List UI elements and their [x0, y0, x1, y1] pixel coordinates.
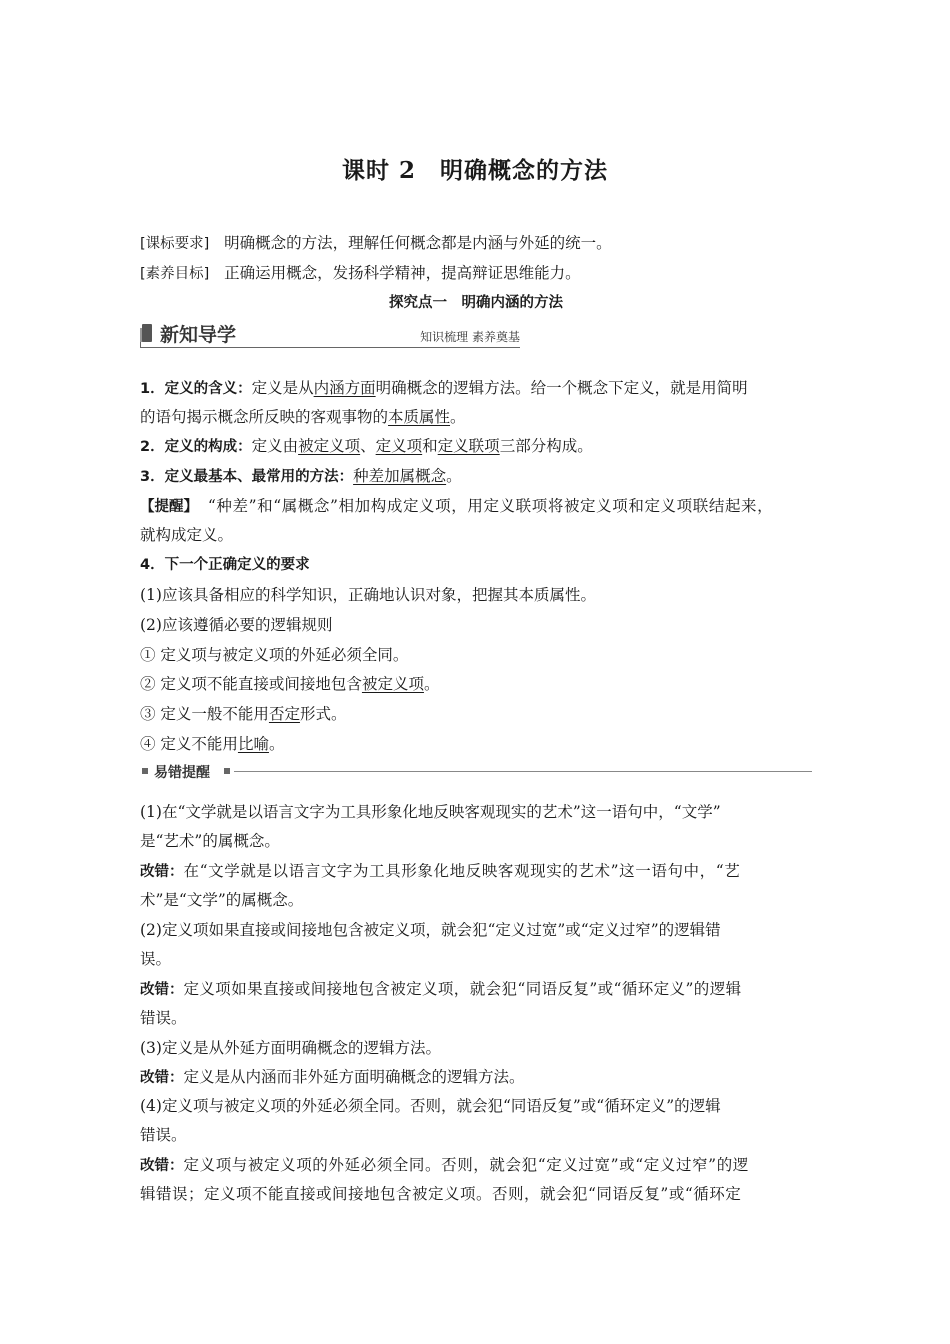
item-2-line — [140, 436, 812, 457]
error-4-line-1: (4)定义项与被定义项的外延必须全同。否则，就会犯“同语反复”或“循环定义”的逻辑 — [140, 1097, 721, 1115]
error-tips-heading: 易错提醒 — [154, 765, 210, 781]
fix-1-text: 在“文学就是以语言文字为工具形象化地反映客观现实的艺术”这一语句中，“艺 — [183, 862, 741, 880]
error-2-line-1: (2)定义项如果直接或间接地包含被定义项，就会犯“定义过宽”或“定义过窄”的逻辑错 — [140, 921, 721, 939]
fix-3-line — [140, 1067, 812, 1088]
section-header — [140, 320, 520, 348]
goal-text: 正确运用概念，发扬科学精神，提高辩证思维能力。 — [224, 264, 581, 282]
error-4-line-2: 错误。 — [140, 1126, 187, 1144]
item-2-label: 2．定义的构成： — [140, 439, 252, 455]
requirement-label: [课标要求] — [140, 236, 210, 252]
clause-4-end: 。 — [268, 735, 285, 753]
square-bullet-icon — [224, 768, 230, 774]
reminder-text-1: “种差”和“属概念”相加构成定义项，用定义联项将被定义项和定义项联结起来， — [207, 497, 774, 515]
item-2-blank-2: 定义项 — [375, 437, 423, 455]
item-3-end: 。 — [446, 467, 462, 485]
item-3-label: 3．定义最基本、最常用的方法： — [140, 469, 354, 485]
reminder-line-1 — [140, 496, 812, 517]
clause-4-blank: 比喻 — [237, 735, 269, 753]
requirement-line-1 — [140, 233, 812, 254]
explore-title: 探究点一 明确内涵的方法 — [389, 295, 563, 311]
fix-4-text: 定义项与被定义项的外延必须全同。否则，就会犯“定义过宽”或“定义过窄”的逻 — [183, 1156, 749, 1174]
section-heading: 新知导学 — [160, 324, 237, 346]
error-1-line-2: 是“艺术”的属概念。 — [140, 832, 280, 850]
fix-4-line-1 — [140, 1155, 812, 1176]
error-2-line-2: 误。 — [140, 950, 172, 968]
item-1-blank-2: 本质属性 — [388, 408, 451, 426]
section-block-icon — [142, 324, 152, 342]
item-2-and: 和 — [422, 437, 438, 455]
item-1-text-c: 的语句揭示概念所反映的客观事物的 — [140, 408, 389, 426]
rule-1: (1)应该具备相应的科学知识，正确地认识对象，把握其本质属性。 — [140, 586, 596, 604]
reminder-label: 【提醒】 — [140, 499, 198, 515]
fix-1-line-1 — [140, 861, 812, 882]
clause-2-end: 。 — [423, 675, 440, 693]
requirement-line-2 — [140, 263, 812, 284]
item-3-blank: 种差加属概念 — [353, 467, 447, 485]
clause-3 — [140, 704, 812, 724]
item-3-line — [140, 466, 812, 487]
fix-1-line-2: 术”是“文学”的属概念。 — [140, 891, 304, 909]
item-2-text-a: 定义由 — [251, 437, 299, 455]
clause-3-blank: 否定 — [268, 705, 300, 723]
fix-label: 改错： — [140, 1158, 184, 1174]
item-1-line-2 — [140, 407, 812, 427]
error-1-line-1: (1)在“文学就是以语言文字为工具形象化地反映客观现实的艺术”这一语句中，“文学” — [140, 803, 721, 821]
fix-label: 改错： — [140, 1070, 184, 1086]
item-2-sep: 、 — [360, 437, 376, 455]
item-1-text-a: 定义是从 — [251, 379, 314, 397]
rule-2: (2)应该遵循必要的逻辑规则 — [140, 616, 333, 634]
error-tips-rule — [234, 771, 812, 772]
reminder-line-2: 就构成定义。 — [140, 526, 234, 544]
requirement-text: 明确概念的方法，理解任何概念都是内涵与外延的统一。 — [224, 234, 612, 252]
fix-label: 改错： — [140, 982, 184, 998]
fix-label: 改错： — [140, 864, 184, 880]
item-2-blank-1: 被定义项 — [298, 437, 361, 455]
item-1-line-1 — [140, 378, 812, 399]
clause-4 — [140, 734, 812, 754]
item-2-text-b: 三部分构成。 — [499, 437, 593, 455]
clause-3-text-b: 形式。 — [299, 705, 347, 723]
item-1-text-d: 。 — [450, 408, 466, 426]
item-1-text-b: 明确概念的逻辑方法。给一个概念下定义，就是用简明 — [375, 379, 748, 397]
item-4-label: 4．下一个正确定义的要求 — [140, 557, 310, 573]
clause-2-text: ② 定义项不能直接或间接地包含 — [140, 675, 362, 693]
clause-3-text-a: ③ 定义一般不能用 — [140, 705, 269, 723]
error-tips-header — [140, 762, 812, 780]
fix-3-text: 定义是从内涵而非外延方面明确概念的逻辑方法。 — [183, 1068, 525, 1086]
clause-1: ① 定义项与被定义项的外延必须全同。 — [140, 646, 409, 664]
clause-2 — [140, 674, 812, 694]
error-3-line: (3)定义是从外延方面明确概念的逻辑方法。 — [140, 1039, 441, 1057]
item-1-blank-1: 内涵方面 — [313, 379, 376, 397]
clause-2-blank: 被定义项 — [361, 675, 424, 693]
item-2-blank-3: 定义联项 — [437, 437, 500, 455]
fix-2-line-2: 错误。 — [140, 1009, 187, 1027]
square-bullet-icon — [142, 768, 148, 774]
section-subtitle: 知识梳理 素养奠基 — [420, 330, 520, 344]
fix-2-text: 定义项如果直接或间接地包含被定义项，就会犯“同语反复”或“循环定义”的逻辑 — [183, 980, 742, 998]
fix-4-line-2: 辑错误；定义项不能直接或间接地包含被定义项。否则，就会犯“同语反复”或“循环定 — [140, 1185, 742, 1203]
item-1-label: 1．定义的含义： — [140, 381, 252, 397]
goal-label: [素养目标] — [140, 266, 210, 282]
section-rule — [140, 347, 520, 348]
clause-4-text: ④ 定义不能用 — [140, 735, 238, 753]
fix-2-line-1 — [140, 979, 812, 1000]
page-title: 课时 2 明确概念的方法 — [341, 157, 608, 184]
